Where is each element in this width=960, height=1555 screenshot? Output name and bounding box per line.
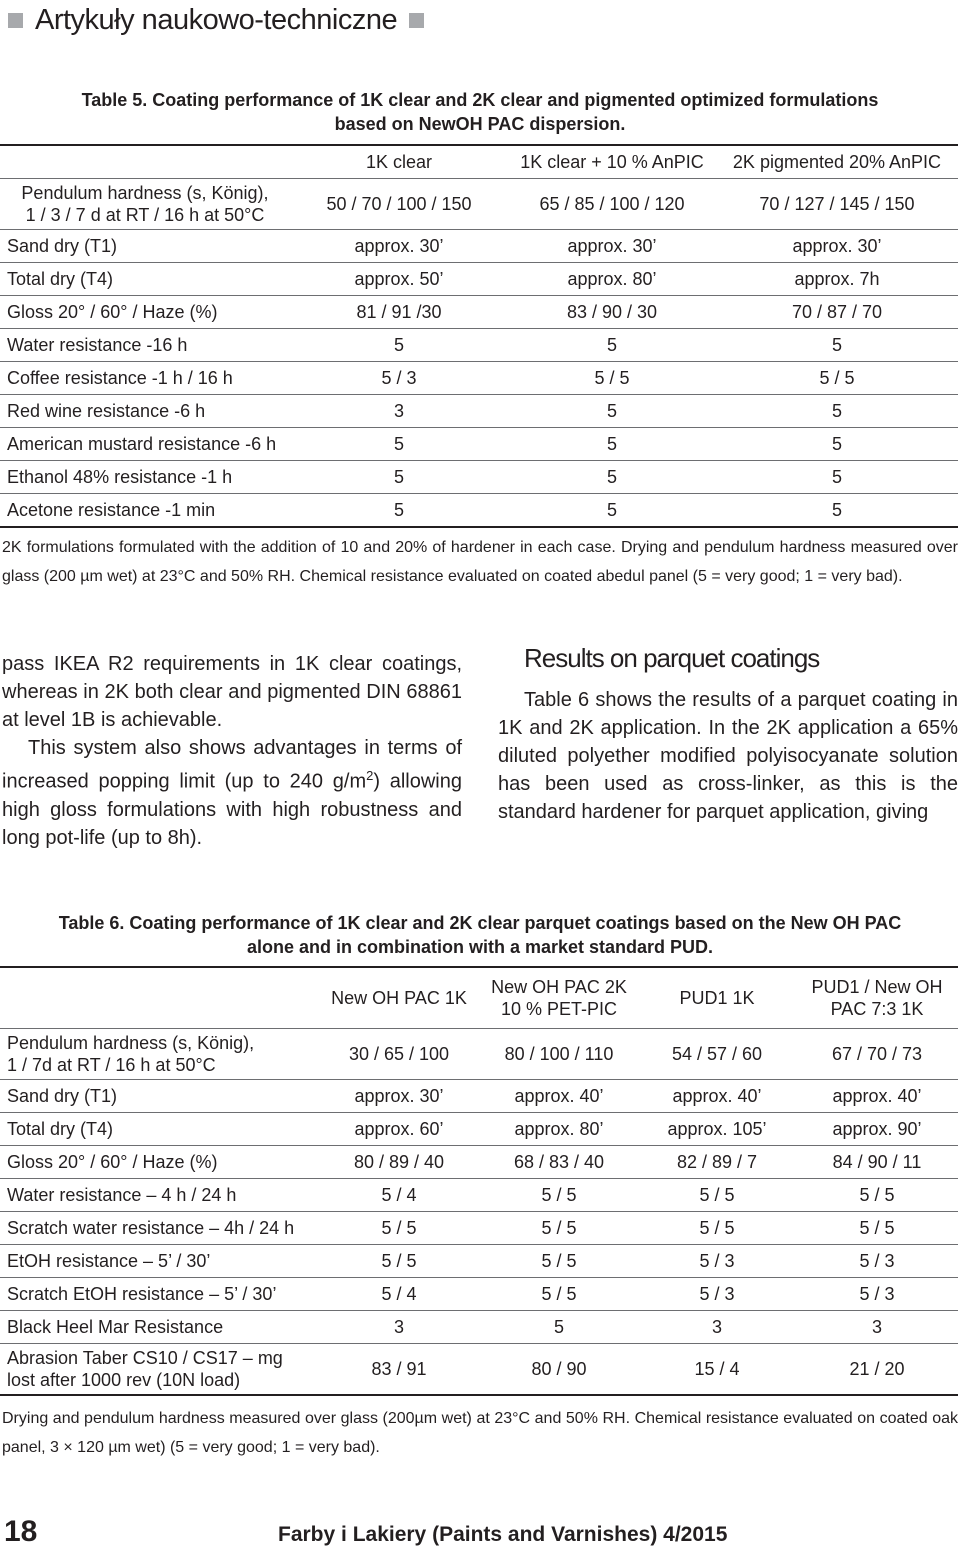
cell: 5 / 3 [290,362,508,395]
table5-header-row [0,145,958,179]
cell: 5 / 5 [638,1179,796,1212]
table-row [0,1080,958,1113]
row-label: Water resistance – 4 h / 24 h [0,1179,318,1212]
cell: 3 [290,395,508,428]
table6-header-row [0,967,958,1029]
section-header [8,0,424,40]
table-row [0,461,958,494]
row-label: Scratch water resistance – 4h / 24 h [0,1212,318,1245]
section-heading: Results on parquet coatings [524,643,820,673]
cell: 50 / 70 / 100 / 150 [290,179,508,230]
cell: 5 / 5 [480,1179,638,1212]
square-bullet-icon [409,13,424,28]
table-row [0,1245,958,1278]
cell: 5 / 3 [638,1245,796,1278]
cell: approx. 40’ [638,1080,796,1113]
page-footer [0,1515,960,1555]
cell: 5 / 5 [318,1212,480,1245]
cell: 5 / 5 [638,1212,796,1245]
table6-col-header: PUD1 / New OH PAC 7:3 1K [796,967,958,1029]
row-label: Water resistance -16 h [0,329,290,362]
row-label: Coffee resistance -1 h / 16 h [0,362,290,395]
cell: 70 / 127 / 145 / 150 [716,179,958,230]
cell: approx. 80’ [508,263,716,296]
cell: 83 / 91 [318,1344,480,1396]
cell: 80 / 100 / 110 [480,1029,638,1080]
table5-col-header: 2K pigmented 20% AnPIC [716,145,958,179]
table-row [0,1311,958,1344]
cell: 21 / 20 [796,1344,958,1396]
table-row [0,329,958,362]
cell: approx. 40’ [480,1080,638,1113]
row-label: Sand dry (T1) [0,1080,318,1113]
journal-title: Farby i Lakiery (Paints and Varnishes) 4/2015 [278,1523,728,1546]
table5-caption [0,88,960,136]
cell: 5 [716,428,958,461]
table-row [0,230,958,263]
cell: approx. 30’ [716,230,958,263]
row-label: Ethanol 48% resistance -1 h [0,461,290,494]
row-label: Gloss 20° / 60° / Haze (%) [0,1146,318,1179]
cell: 3 [796,1311,958,1344]
left-column [2,650,462,852]
cell: approx. 105’ [638,1113,796,1146]
table-row [0,1344,958,1396]
table5-footnote: 2K formulations formulated with the addition of 10 and 20% of hardener in each case. Drying and pendulum hardness measured over glass (200 µm wet) at 23°C and 50% RH. Chemical resistance evaluated on coated abedul panel (5 = very good; 1 = very bad). [2,539,958,585]
table-row [0,179,958,230]
table5-caption-line2: based on NewOH PAC dispersion. [334,114,626,134]
cell: 54 / 57 / 60 [638,1029,796,1080]
row-label: Total dry (T4) [0,263,290,296]
cell: 30 / 65 / 100 [318,1029,480,1080]
table6 [0,966,958,1396]
table6-caption-line1: Table 6. Coating performance of 1K clear and 2K clear parquet coatings based on the New OH PAC [58,913,902,933]
cell: 5 / 5 [318,1245,480,1278]
cell: 5 / 4 [318,1278,480,1311]
row-label: Pendulum hardness (s, König), 1 / 3 / 7 d at RT / 16 h at 50°C [0,179,290,230]
row-label: American mustard resistance -6 h [0,428,290,461]
row-label: Sand dry (T1) [0,230,290,263]
right-paragraph-1: Table 6 shows the results of a parquet coating in 1K and 2K application. In the 2K application a 65% diluted polyether modified polyisocyanate solution has been used as cross-linker, as this is the standard hardener for parquet application, giving [498,689,958,823]
table-row [0,263,958,296]
cell: 81 / 91 /30 [290,296,508,329]
table-row [0,1029,958,1080]
cell: 5 [508,329,716,362]
square-bullet-icon [8,13,23,28]
table-row [0,395,958,428]
table6-col-header: New OH PAC 2K 10 % PET-PIC [480,967,638,1029]
table5-col-header: 1K clear [290,145,508,179]
row-label: Gloss 20° / 60° / Haze (%) [0,296,290,329]
cell: 5 [508,395,716,428]
page-number: 18 [4,1515,38,1548]
table-row [0,1278,958,1311]
section-title: Artykuły naukowo-techniczne [35,3,398,36]
cell: 5 [716,395,958,428]
table6-col-header: PUD1 1K [638,967,796,1029]
cell: 5 / 5 [508,362,716,395]
cell: approx. 30’ [290,230,508,263]
cell: 70 / 87 / 70 [716,296,958,329]
cell: 5 [508,428,716,461]
cell: 3 [318,1311,480,1344]
table-row [0,1113,958,1146]
table6-footnote: Drying and pendulum hardness measured over glass (200µm wet) at 23°C and 50% RH. Chemical resistance evaluated on coated oak panel, 3 × 120 µm wet) (5 = very good; 1 = very bad). [2,1410,958,1456]
table5 [0,144,958,528]
cell: 5 [290,428,508,461]
cell: 80 / 90 [480,1344,638,1396]
row-label: Black Heel Mar Resistance [0,1311,318,1344]
cell: approx. 30’ [318,1080,480,1113]
table-row [0,494,958,528]
row-label: EtOH resistance – 5’ / 30’ [0,1245,318,1278]
cell: approx. 7h [716,263,958,296]
cell: 5 / 5 [480,1278,638,1311]
cell: 5 / 5 [480,1212,638,1245]
row-label: Pendulum hardness (s, König), 1 / 7d at RT / 16 h at 50°C [0,1029,318,1080]
cell: 84 / 90 / 11 [796,1146,958,1179]
table5-col-header: 1K clear + 10 % AnPIC [508,145,716,179]
cell: 5 / 5 [796,1212,958,1245]
cell: 5 [716,461,958,494]
cell: 15 / 4 [638,1344,796,1396]
table-row [0,428,958,461]
cell: 5 [290,494,508,528]
cell: 5 [716,494,958,528]
cell: approx. 30’ [508,230,716,263]
cell: 5 / 3 [796,1245,958,1278]
cell: 5 / 5 [796,1179,958,1212]
cell: 83 / 90 / 30 [508,296,716,329]
cell: 67 / 70 / 73 [796,1029,958,1080]
row-label: Red wine resistance -6 h [0,395,290,428]
table-row [0,1179,958,1212]
row-label: Acetone resistance -1 min [0,494,290,528]
left-paragraph-1: pass IKEA R2 requirements in 1K clear coatings, whereas in 2K both clear and pigmented DIN 68861 at level 1B is achievable. [2,653,462,731]
cell: 5 [480,1311,638,1344]
cell: approx. 50’ [290,263,508,296]
row-label: Abrasion Taber CS10 / CS17 – mg lost after 1000 rev (10N load) [0,1344,318,1396]
cell: approx. 40’ [796,1080,958,1113]
table5-caption-line1: Table 5. Coating performance of 1K clear and 2K clear and pigmented optimized formulations [81,90,879,110]
cell: 5 / 3 [796,1278,958,1311]
cell: 80 / 89 / 40 [318,1146,480,1179]
cell: 5 [290,461,508,494]
left-paragraph-2: This system also shows advantages in terms of increased popping limit (up to 240 $g/m^2$) allowing high gloss formulations with high robustness and long pot-life (up to 8h). [2,737,462,849]
cell: 5 [508,461,716,494]
table-row [0,362,958,395]
table-row [0,1146,958,1179]
row-label: Scratch EtOH resistance – 5’ / 30’ [0,1278,318,1311]
row-label: Total dry (T4) [0,1113,318,1146]
cell: 5 / 5 [480,1245,638,1278]
cell: 5 / 5 [716,362,958,395]
table6-caption [0,911,960,959]
table6-caption-line2: alone and in combination with a market standard PUD. [246,937,714,957]
cell: 5 / 4 [318,1179,480,1212]
cell: 3 [638,1311,796,1344]
right-column [498,644,958,826]
cell: 5 [716,329,958,362]
table-row [0,1212,958,1245]
table6-col-header: New OH PAC 1K [318,967,480,1029]
table-row [0,296,958,329]
cell: approx. 90’ [796,1113,958,1146]
cell: 68 / 83 / 40 [480,1146,638,1179]
cell: 82 / 89 / 7 [638,1146,796,1179]
cell: 5 / 3 [638,1278,796,1311]
cell: 5 [508,494,716,528]
cell: 65 / 85 / 100 / 120 [508,179,716,230]
cell: approx. 60’ [318,1113,480,1146]
cell: approx. 80’ [480,1113,638,1146]
cell: 5 [290,329,508,362]
